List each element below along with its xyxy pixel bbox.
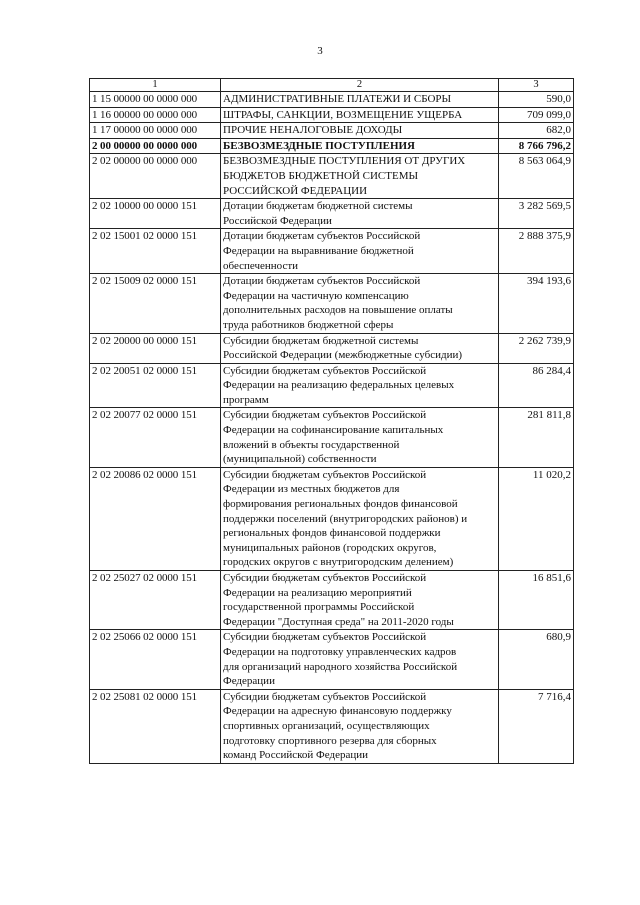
budget-revenue-table [89,78,574,764]
revenue-name-line: дополнительных расходов на повышение оплаты [223,304,453,317]
revenue-name-line: Федерации на подготовку управленческих кадров [223,645,457,658]
revenue-name-line: Федерации на софинансирование капитальных [223,424,444,437]
revenue-name-line: городских округов с внутригородским делением) [223,556,454,569]
revenue-name-line: Субсидии бюджетам субъектов Российской [223,409,427,422]
amount: 3 282 569,5 [499,199,574,229]
classification-code: 2 02 00000 00 0000 000 [90,154,221,199]
revenue-name-line: государственной программы Российской [223,601,415,614]
classification-code: 2 02 15009 02 0000 151 [90,274,221,333]
amount: 8 766 796,2 [499,138,574,154]
table-row [90,689,574,763]
table-row [90,408,574,467]
revenue-name-line: Федерации [223,675,275,688]
table-row [90,363,574,408]
revenue-name-line: Субсидии бюджетам субъектов Российской [223,364,427,377]
classification-code: 2 00 00000 00 0000 000 [90,138,221,154]
amount: 682,0 [499,123,574,139]
revenue-name [221,229,499,274]
amount: 8 563 064,9 [499,154,574,199]
revenue-name-line: Субсидии бюджетам субъектов Российской [223,468,427,481]
revenue-name-line: Федерации на адресную финансовую поддержку [223,705,452,718]
table-row [90,229,574,274]
page-number: 3 [317,45,323,57]
revenue-name-line: Федерации из местных бюджетов для [223,483,400,496]
revenue-name-line: Федерации на частичную компенсацию [223,289,409,302]
table-row [90,199,574,229]
revenue-name-line: Федерации на реализацию мероприятий [223,586,412,599]
classification-code: 2 02 20051 02 0000 151 [90,363,221,408]
revenue-name-line: Субсидии бюджетам бюджетной системы [223,334,419,347]
revenue-name-line: Российской Федерации (межбюджетные субсидии) [223,349,463,362]
revenue-name-line: команд Российской Федерации [223,749,368,762]
header-col-3: 3 [499,79,574,92]
amount: 394 193,6 [499,274,574,333]
revenue-name-line: БЮДЖЕТОВ БЮДЖЕТНОЙ СИСТЕМЫ [223,169,419,182]
revenue-name [221,689,499,763]
table-row [90,571,574,630]
revenue-name-line: вложений в объекты государственной [223,438,400,451]
table-row [90,467,574,570]
revenue-name-line: для организаций народного хозяйства Российской [223,660,458,673]
revenue-name-line: Федерации на реализацию федеральных целевых [223,379,455,392]
classification-code: 2 02 20077 02 0000 151 [90,408,221,467]
revenue-name-line: Российской Федерации [223,214,332,227]
revenue-name-line: обеспеченности [223,259,299,272]
revenue-name [221,363,499,408]
header-col-1: 1 [90,79,221,92]
revenue-name [221,199,499,229]
revenue-name-line: поддержки поселений (внутригородских районов) и [223,512,468,525]
table-row [90,138,574,154]
revenue-name [221,154,499,199]
classification-code: 2 02 15001 02 0000 151 [90,229,221,274]
classification-code: 1 15 00000 00 0000 000 [90,92,221,108]
revenue-name-line: Субсидии бюджетам субъектов Российской [223,690,427,703]
revenue-name-line: РОССИЙСКОЙ ФЕДЕРАЦИИ [223,184,368,197]
revenue-name: БЕЗВОЗМЕЗДНЫЕ ПОСТУПЛЕНИЯ [221,138,499,154]
revenue-name [221,467,499,570]
revenue-name [221,408,499,467]
revenue-name-line: труда работников бюджетной сферы [223,318,394,331]
table-row [90,333,574,363]
revenue-name-line: Субсидии бюджетам субъектов Российской [223,631,427,644]
amount: 11 020,2 [499,467,574,570]
revenue-name: ПРОЧИЕ НЕНАЛОГОВЫЕ ДОХОДЫ [221,123,499,139]
amount: 16 851,6 [499,571,574,630]
revenue-name-line: муниципальных районов (городских округов, [223,541,437,554]
amount: 709 099,0 [499,107,574,123]
amount: 2 888 375,9 [499,229,574,274]
amount: 680,9 [499,630,574,689]
revenue-name [221,571,499,630]
amount: 7 716,4 [499,689,574,763]
revenue-name-line: формирования региональных фондов финансовой [223,498,458,511]
revenue-name [221,274,499,333]
amount: 281 811,8 [499,408,574,467]
table-row [90,154,574,199]
revenue-name [221,333,499,363]
revenue-name-line: программ [223,393,269,406]
revenue-name-line: Дотации бюджетам бюджетной системы [223,200,413,213]
header-row [90,79,574,92]
table-row [90,92,574,108]
revenue-name-line: Федерации на выравнивание бюджетной [223,244,414,257]
classification-code: 1 17 00000 00 0000 000 [90,123,221,139]
table-row [90,123,574,139]
revenue-name: ШТРАФЫ, САНКЦИИ, ВОЗМЕЩЕНИЕ УЩЕРБА [221,107,499,123]
table-row [90,107,574,123]
revenue-name-line: Субсидии бюджетам субъектов Российской [223,572,427,584]
classification-code: 2 02 25066 02 0000 151 [90,630,221,689]
revenue-name-line: спортивных организаций, осуществляющих [223,719,430,732]
revenue-name-line: Дотации бюджетам субъектов Российской [223,275,421,288]
classification-code: 2 02 20086 02 0000 151 [90,467,221,570]
amount: 86 284,4 [499,363,574,408]
revenue-name: АДМИНИСТРАТИВНЫЕ ПЛАТЕЖИ И СБОРЫ [221,92,499,108]
revenue-name-line: подготовку спортивного резерва для сборных [223,734,437,747]
revenue-name [221,630,499,689]
classification-code: 2 02 10000 00 0000 151 [90,199,221,229]
revenue-name-line: Дотации бюджетам субъектов Российской [223,230,421,243]
revenue-name-line: БЕЗВОЗМЕЗДНЫЕ ПОСТУПЛЕНИЯ ОТ ДРУГИХ [223,155,466,168]
classification-code: 2 02 25081 02 0000 151 [90,689,221,763]
revenue-name-line: региональных фондов финансовой поддержки [223,527,441,540]
classification-code: 2 02 25027 02 0000 151 [90,571,221,630]
classification-code: 2 02 20000 00 0000 151 [90,333,221,363]
classification-code: 1 16 00000 00 0000 000 [90,107,221,123]
revenue-name-line: Федерации "Доступная среда" на 2011-2020 годы [223,615,454,628]
header-col-2: 2 [221,79,499,92]
amount: 590,0 [499,92,574,108]
revenue-name-line: (муниципальной) собственности [223,453,377,466]
amount: 2 262 739,9 [499,333,574,363]
table-row [90,630,574,689]
table-row [90,274,574,333]
